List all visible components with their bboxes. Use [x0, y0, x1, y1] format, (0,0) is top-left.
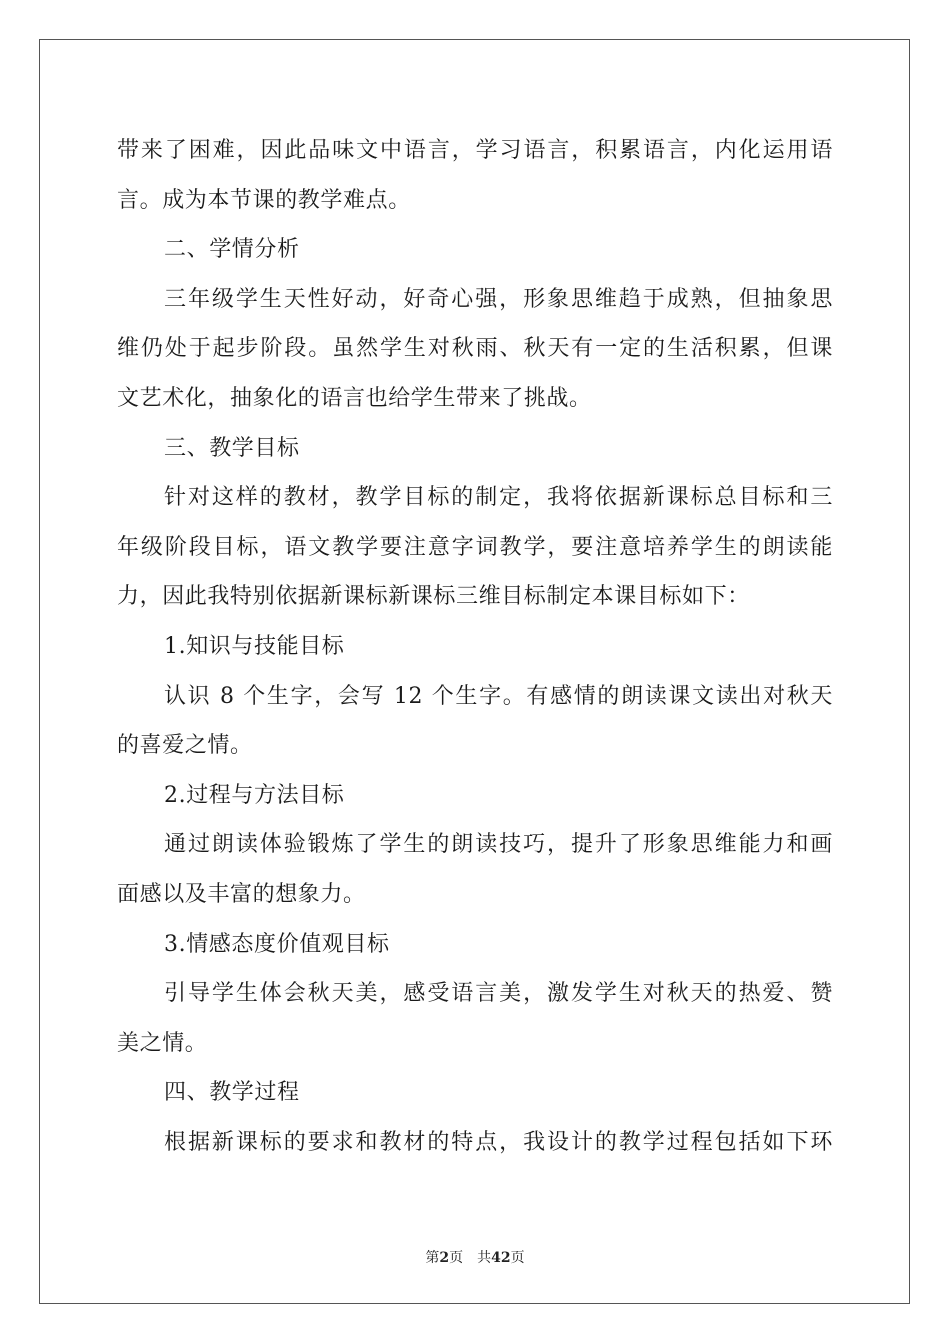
text-line: 针对这样的教材，教学目标的制定，我将依据新课标总目标和三 [164, 485, 833, 511]
subsection-heading: 2.过程与方法目标 [164, 782, 345, 808]
text-line: 文艺术化，抽象化的语言也给学生带来了挑战。 [117, 385, 592, 411]
text-line: 面感以及丰富的想象力。 [117, 881, 366, 907]
page-prefix: 第 [425, 1250, 440, 1266]
text-line: 三年级学生天性好动，好奇心强，形象思维趋于成熟，但抽象思 [164, 286, 833, 312]
section-heading: 二、学情分析 [164, 237, 300, 263]
text-line: 通过朗读体验锻炼了学生的朗读技巧，提升了形象思维能力和画 [164, 832, 833, 858]
text-line: 言。成为本节课的教学难点。 [117, 187, 411, 213]
total-prefix: 共 [477, 1250, 492, 1266]
subsection-heading: 3.情感态度价值观目标 [164, 931, 390, 957]
page-suffix: 页 [449, 1250, 464, 1266]
document-body [117, 126, 833, 1167]
page-footer [0, 1247, 950, 1267]
text-line: 美之情。 [117, 1030, 208, 1056]
total-suffix: 页 [510, 1250, 525, 1266]
total-page-count: 42 [491, 1250, 511, 1266]
text-line: 引导学生体会秋天美，感受语言美，激发学生对秋天的热爱、赞 [164, 981, 833, 1007]
text-line: 根据新课标的要求和教材的特点，我设计的教学过程包括如下环 [164, 1129, 833, 1155]
section-heading: 四、教学过程 [164, 1080, 300, 1106]
subsection-heading: 1.知识与技能目标 [164, 633, 345, 659]
text-line: 的喜爱之情。 [117, 733, 253, 759]
current-page-number: 2 [439, 1250, 450, 1266]
text-line: 认识 8 个生字，会写 12 个生字。有感情的朗读课文读出对秋天 [164, 683, 833, 709]
text-line: 年级阶段目标，语文教学要注意字词教学，要注意培养学生的朗读能 [117, 534, 833, 560]
text-line: 力，因此我特别依据新课标新课标三维目标制定本课目标如下： [117, 584, 750, 610]
section-heading: 三、教学目标 [164, 435, 300, 461]
text-line: 带来了困难，因此品味文中语言，学习语言，积累语言，内化运用语 [117, 138, 833, 163]
text-line: 维仍处于起步阶段。虽然学生对秋雨、秋天有一定的生活积累，但课 [117, 336, 833, 362]
